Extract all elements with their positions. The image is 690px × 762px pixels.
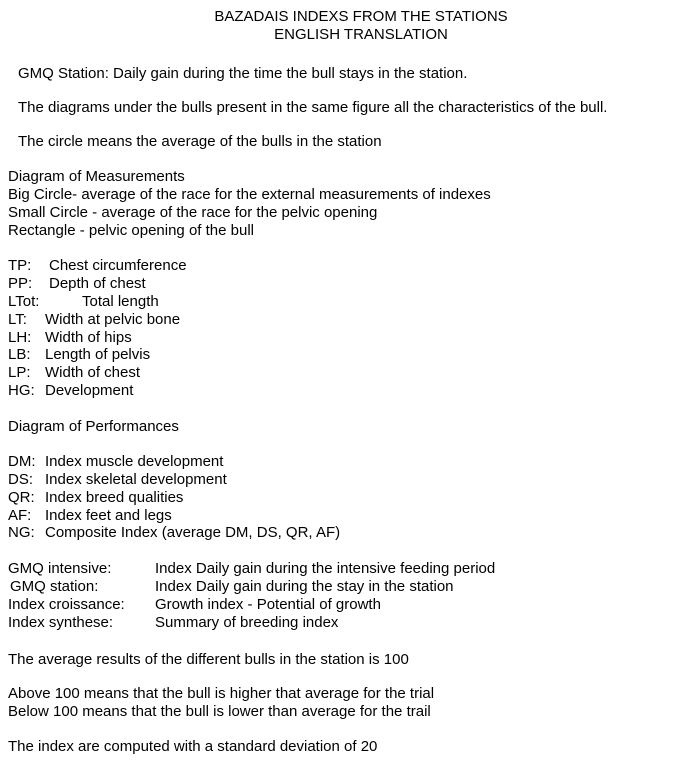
- measurements-line: Big Circle- average of the race for the external measurements of indexes: [8, 186, 491, 203]
- index-value: Summary of breeding index: [155, 614, 339, 631]
- abbrev-value: Index muscle development: [45, 453, 224, 470]
- abbrev-value: Index feet and legs: [45, 507, 172, 524]
- index-key: Index synthese:: [8, 614, 114, 631]
- abbrev-value: Total length: [82, 293, 159, 310]
- intro-circle: The circle means the average of the bulls in the station: [18, 133, 382, 150]
- abbrev-key: TP:: [8, 257, 32, 274]
- abbrev-value: Width at pelvic bone: [45, 311, 181, 328]
- abbrev-key: LT:: [8, 311, 27, 328]
- abbrev-key: LH:: [8, 329, 32, 346]
- note-above: Above 100 means that the bull is higher that average for the trial: [8, 685, 435, 702]
- abbrev-key: LP:: [8, 364, 31, 381]
- abbrev-value: Composite Index (average DM, DS, QR, AF): [45, 524, 341, 541]
- note-below: Below 100 means that the bull is lower than average for the trail: [8, 703, 431, 720]
- abbrev-key: QR:: [8, 489, 35, 506]
- abbrev-key: LB:: [8, 346, 31, 363]
- abbrev-value: Width of hips: [45, 329, 132, 346]
- abbrev-key: HG:: [8, 382, 35, 399]
- index-value: Index Daily gain during the stay in the station: [155, 578, 454, 595]
- abbrev-key: AF:: [8, 507, 32, 524]
- abbrev-key: DS:: [8, 471, 34, 488]
- abbrev-value: Depth of chest: [49, 275, 146, 292]
- abbrev-value: Development: [45, 382, 134, 399]
- note-average: The average results of the different bulls in the station is 100: [8, 651, 409, 668]
- abbrev-value: Index skeletal development: [45, 471, 227, 488]
- performances-heading: Diagram of Performances: [8, 418, 179, 435]
- index-key: GMQ intensive:: [8, 560, 112, 577]
- index-value: Index Daily gain during the intensive feeding period: [155, 560, 496, 577]
- title-line-2: ENGLISH TRANSLATION: [274, 26, 448, 43]
- index-key: Index croissance:: [8, 596, 125, 613]
- index-key: GMQ station:: [10, 578, 99, 595]
- abbrev-value: Length of pelvis: [45, 346, 151, 363]
- measurements-heading: Diagram of Measurements: [8, 168, 185, 185]
- measurements-line: Rectangle - pelvic opening of the bull: [8, 222, 254, 239]
- abbrev-key: DM:: [8, 453, 36, 470]
- intro-diagrams: The diagrams under the bulls present in the same figure all the characteristics of the bull.: [18, 99, 608, 116]
- note-deviation: The index are computed with a standard deviation of 20: [8, 738, 378, 755]
- abbrev-value: Width of chest: [45, 364, 141, 381]
- abbrev-value: Chest circumference: [49, 257, 187, 274]
- intro-gmq: GMQ Station: Daily gain during the time the bull stays in the station.: [18, 65, 468, 82]
- title-line-1: BAZADAIS INDEXS FROM THE STATIONS: [214, 8, 508, 25]
- abbrev-key: LTot:: [8, 293, 40, 310]
- index-value: Growth index - Potential of growth: [155, 596, 381, 613]
- abbrev-value: Index breed qualities: [45, 489, 184, 506]
- abbrev-key: PP:: [8, 275, 33, 292]
- abbrev-key: NG:: [8, 524, 35, 541]
- measurements-line: Small Circle - average of the race for the pelvic opening: [8, 204, 378, 221]
